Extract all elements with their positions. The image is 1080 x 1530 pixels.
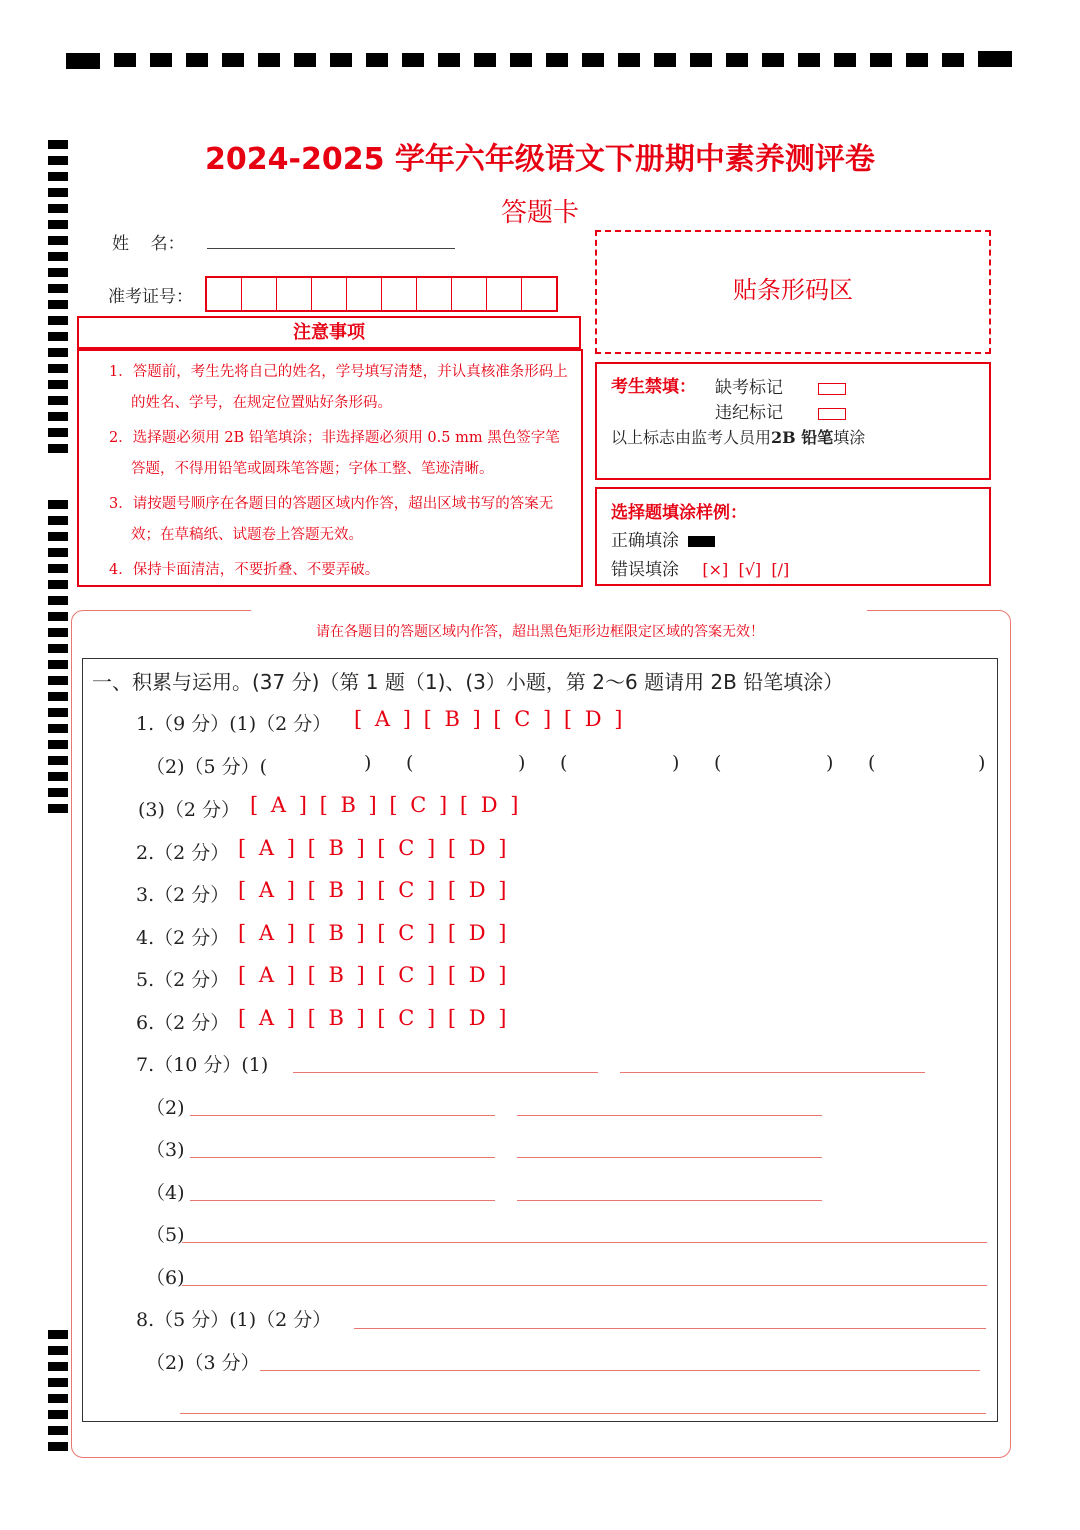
note-prefix: 以上标志由监考人员用 — [611, 428, 772, 447]
fill-example-box — [595, 487, 991, 586]
paren: ) — [672, 752, 680, 774]
q1-3-options[interactable]: [ A ] [ B ] [ C ] [ D ] — [250, 793, 522, 817]
violation-row — [715, 398, 846, 423]
answer-line[interactable] — [354, 1328, 986, 1329]
q3-options[interactable]: [ A ] [ B ] [ C ] [ D ] — [238, 878, 510, 902]
fill-example-title: 选择题填涂样例： — [611, 503, 747, 523]
answer-line[interactable] — [620, 1072, 925, 1073]
q8-2-label: （2)（3 分） — [146, 1352, 260, 1374]
forbidden-box — [595, 362, 991, 480]
answer-line[interactable] — [293, 1072, 598, 1073]
paren: ) — [518, 752, 526, 774]
q7-3-label: （3) — [146, 1139, 185, 1161]
notice-item: 1．答题前，考生先将自己的姓名，学号填写清楚，并认真核准条形码上的姓名、学号，在规定位置贴好条形码。 — [109, 364, 568, 411]
paren: ) — [364, 752, 372, 774]
answer-line[interactable] — [190, 1157, 495, 1158]
warning-text: 请在各题目的答题区域内作答，超出黑色矩形边框限定区域的答案无效！ — [316, 624, 764, 640]
wrong-row — [611, 555, 789, 580]
side-timing-marks — [48, 140, 70, 1460]
notice-item: 3．请按题号顺序在各题目的答题区域内作答，超出区域书写的答案无效；在草稿纸、试题卷上答题无效。 — [109, 496, 554, 543]
notice-item: 2．选择题必须用 2B 铅笔填涂；非选择题必须用 0.5 mm 黑色签字笔答题，不得用铅笔或圆珠笔答题；字体工整、笔迹清晰。 — [109, 430, 560, 477]
paren: ( — [714, 752, 722, 774]
answer-line[interactable] — [182, 1285, 987, 1286]
paren: ( — [406, 752, 414, 774]
q1-label: 1.（9 分）(1)（2 分） — [136, 713, 332, 735]
absent-label: 缺考标记 — [715, 378, 783, 398]
answer-line[interactable] — [517, 1115, 822, 1116]
page-subtitle: 答题卡 — [500, 198, 579, 228]
page-title: 2024-2025 学年六年级语文下册期中素养测评卷 — [205, 142, 875, 177]
correct-label: 正确填涂 — [611, 531, 679, 551]
paren: ( — [560, 752, 568, 774]
name-field[interactable] — [207, 248, 455, 249]
q7-2-label: （2) — [146, 1097, 185, 1119]
q7-5-label: （5) — [146, 1224, 185, 1246]
absent-row — [715, 373, 846, 398]
q5-options[interactable]: [ A ] [ B ] [ C ] [ D ] — [238, 963, 510, 987]
warning-gap — [251, 602, 867, 620]
q7-label: 7.（10 分）(1) — [136, 1054, 269, 1076]
correct-row — [611, 526, 715, 551]
q1-1-options[interactable]: [ A ] [ B ] [ C ] [ D ] — [354, 707, 626, 731]
q8-label: 8.（5 分）(1)（2 分） — [136, 1309, 332, 1331]
paren: ) — [826, 752, 834, 774]
notice-body — [77, 349, 583, 587]
q2-label: 2.（2 分） — [136, 842, 230, 864]
id-label: 准考证号： — [108, 287, 193, 307]
q1-2-label: （2)（5 分）( — [146, 756, 268, 778]
wrong-label: 错误填涂 — [611, 560, 679, 580]
q5-label: 5.（2 分） — [136, 969, 230, 991]
q7-4-label: （4) — [146, 1182, 185, 1204]
q3-label: 3.（2 分） — [136, 884, 230, 906]
notice-heading: 注意事项 — [77, 316, 581, 349]
answer-line[interactable] — [260, 1370, 980, 1371]
forbidden-title: 考生禁填： — [611, 377, 696, 397]
notice-item: 4．保持卡面清洁，不要折叠、不要弄破。 — [109, 562, 380, 578]
forbidden-note — [611, 425, 865, 448]
absent-mark-box[interactable] — [818, 383, 846, 395]
wrong-marks: [×] [√] [/] — [702, 560, 790, 579]
q6-label: 6.（2 分） — [136, 1012, 230, 1034]
q7-6-label: （6) — [146, 1267, 185, 1289]
exam-id-boxes[interactable] — [205, 276, 558, 312]
filled-mark-icon — [688, 536, 715, 547]
answer-line[interactable] — [182, 1242, 987, 1243]
answer-line[interactable] — [517, 1157, 822, 1158]
barcode-area: 贴条形码区 — [595, 230, 991, 354]
top-timing-marks — [66, 51, 1014, 71]
q1-3-label: (3)（2 分） — [138, 799, 241, 821]
q2-options[interactable]: [ A ] [ B ] [ C ] [ D ] — [238, 836, 510, 860]
answer-line[interactable] — [190, 1115, 495, 1116]
paren: ) — [978, 752, 986, 774]
answer-line[interactable] — [517, 1200, 822, 1201]
violation-label: 违纪标记 — [715, 403, 783, 423]
violation-mark-box[interactable] — [818, 408, 846, 420]
q6-options[interactable]: [ A ] [ B ] [ C ] [ D ] — [238, 1006, 510, 1030]
note-bold: 2B 铅笔 — [771, 428, 834, 447]
answer-line[interactable] — [190, 1200, 495, 1201]
q4-label: 4.（2 分） — [136, 927, 230, 949]
paren: ( — [868, 752, 876, 774]
name-label: 姓 名： — [112, 234, 185, 254]
section-heading: 一、积累与运用。(37 分)（第 1 题（1)、(3）小题，第 2～6 题请用 2B 铅笔填涂） — [92, 670, 844, 694]
note-suffix: 填涂 — [833, 428, 866, 447]
answer-line[interactable] — [180, 1413, 986, 1414]
q4-options[interactable]: [ A ] [ B ] [ C ] [ D ] — [238, 921, 510, 945]
